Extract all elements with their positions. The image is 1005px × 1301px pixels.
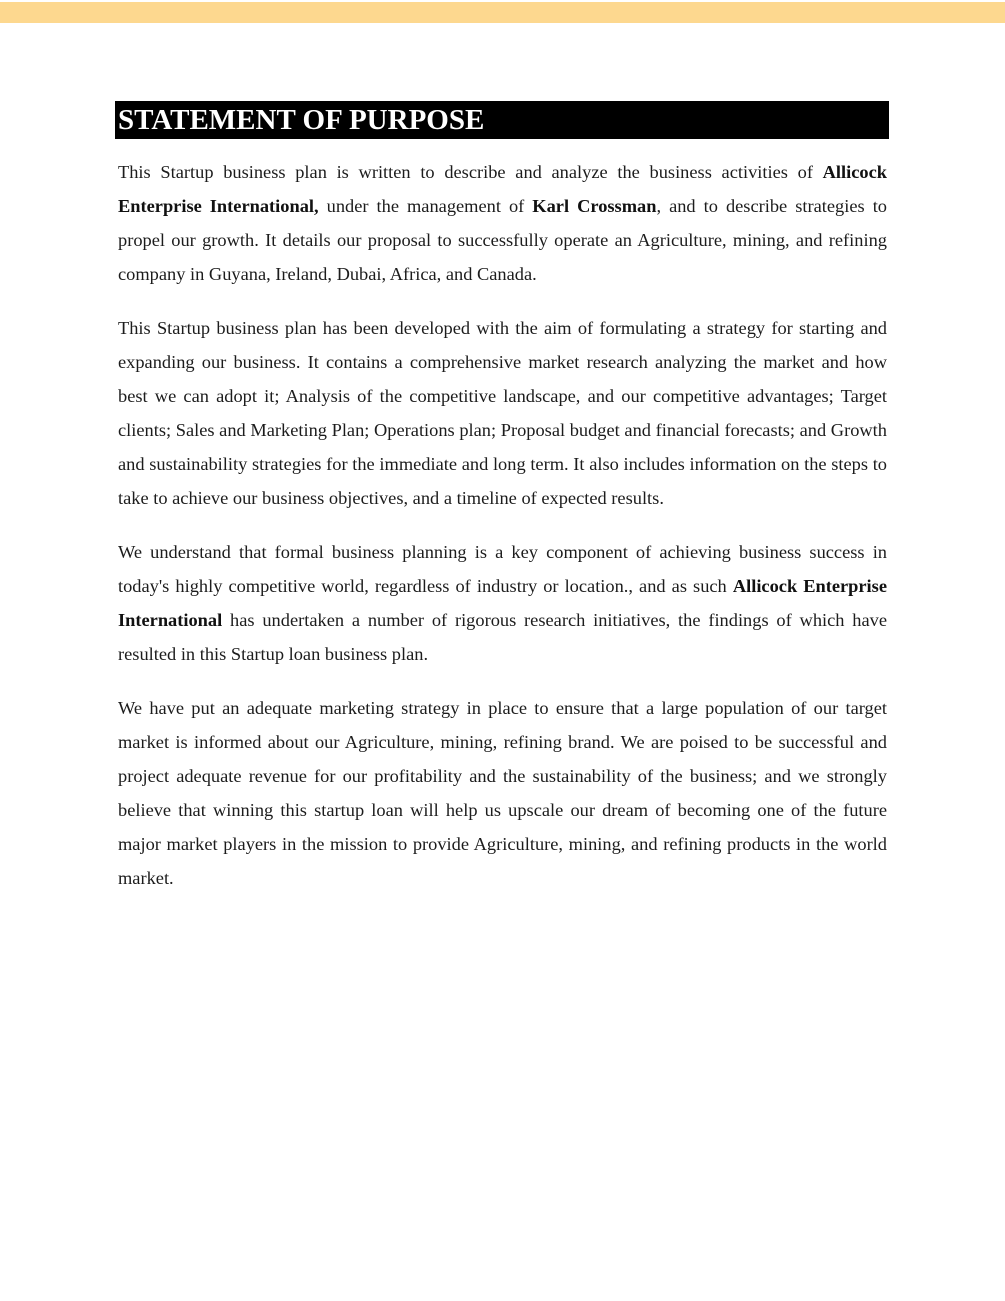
document-body: [118, 101, 887, 895]
manager-name: Karl Crossman: [532, 196, 657, 216]
top-decorative-band: [0, 2, 1005, 23]
text-segment: We have put an adequate marketing strategy in place to ensure that a large population of our target market is informed about our Agriculture, mining, refining brand. We are poised to be successful and project adequate revenue for our profitability and the sustainability of the business; and we strongly believe that winning this startup loan will help us upscale our dream of becoming one of the future major market players in the mission to provide Agriculture, mining, and refining products in the world market.: [118, 698, 887, 888]
section-heading-text: STATEMENT OF PURPOSE: [118, 104, 485, 136]
paragraph-plan-contents: [118, 311, 887, 515]
company-name: Allicock Enterprise International,: [118, 162, 887, 216]
text-segment: We understand that formal business planning is a key component of achieving business success in today's highly competitive world, regardless of industry or location., and as such: [118, 542, 887, 596]
paragraph-marketing-strategy: [118, 691, 887, 895]
text-segment: This Startup business plan is written to describe and analyze the business activities of: [118, 162, 823, 182]
section-heading: [115, 101, 889, 139]
paragraph-intro: [118, 155, 887, 291]
text-segment: has undertaken a number of rigorous research initiatives, the findings of which have resulted in this Startup loan business plan.: [118, 610, 887, 664]
company-name: Allicock Enterprise International: [118, 576, 887, 630]
text-segment: This Startup business plan has been developed with the aim of formulating a strategy for starting and expanding our business. It contains a comprehensive market research analyzing the market and how best we can adopt it; Analysis of the competitive landscape, and our competitive advantages; Target clients; Sales and Marketing Plan; Operations plan; Proposal budget and financial forecasts; and Growth and sustainability strategies for the immediate and long term. It also includes information on the steps to take to achieve our business objectives, and a timeline of expected results.: [118, 318, 887, 508]
paragraph-business-planning: [118, 535, 887, 671]
text-segment: , and to describe strategies to propel our growth. It details our proposal to successfully operate an Agriculture, mining, and refining company in Guyana, Ireland, Dubai, Africa, and Canada.: [118, 196, 888, 284]
text-segment: under the management of: [318, 196, 533, 216]
